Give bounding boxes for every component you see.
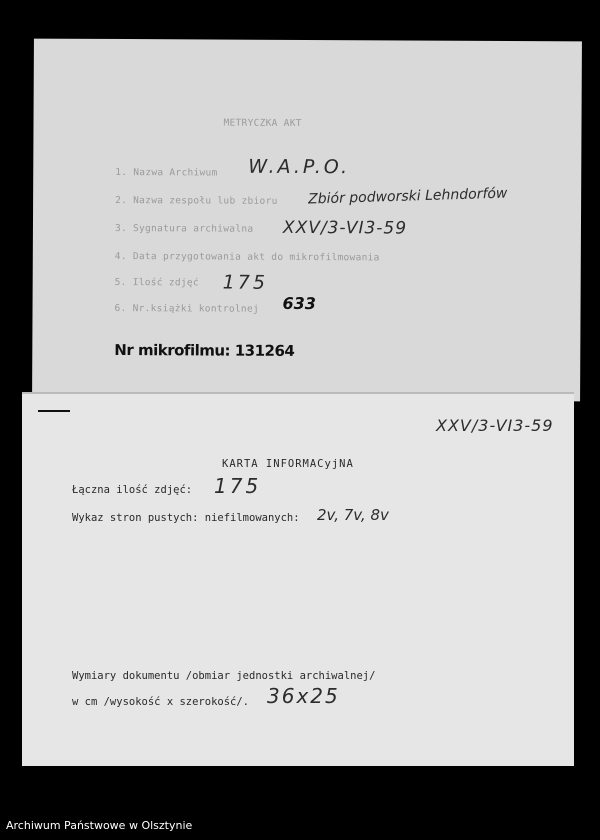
item-2-value: Zbiór podworski Lehndorfów [307, 185, 508, 208]
metryczka-title: METRYCZKA AKT [223, 117, 302, 129]
pen-mark [38, 410, 70, 412]
item-6-value: 633 [282, 293, 317, 314]
karta-signature: XXV/3-VI3-59 [436, 416, 554, 435]
dimensions-label-2: w cm /wysokość x szerokość/. [72, 696, 250, 708]
item-6-label: 6. Nr.książki kontrolnej [114, 302, 260, 315]
item-1-value: W.A.P.O. [248, 155, 351, 179]
microfilm-number: Nr mikrofilmu: 131264 [114, 340, 295, 360]
photos-label: Łączna ilość zdjęć: [72, 484, 193, 496]
item-2-label: 2. Nazwa zespołu lub zbioru [115, 194, 278, 207]
blank-pages-value: 2v, 7v, 8v [317, 506, 389, 524]
item-5-label: 5. Ilość zdjęć [114, 276, 199, 289]
item-5-value: 175 [222, 271, 268, 294]
metryczka-sheet [32, 39, 582, 402]
item-1-label: 1. Nazwa Archiwum [115, 166, 218, 179]
blank-pages-label: Wykaz stron pustych: niefilmowanych: [72, 512, 300, 524]
karta-informacyjna-sheet [22, 392, 574, 766]
item-3-value: XXV/3-VI3-59 [282, 217, 408, 239]
photos-value: 175 [214, 474, 262, 498]
item-3-label: 3. Sygnatura archiwalna [114, 222, 254, 235]
dimensions-label-1: Wymiary dokumentu /obmiar jednostki archiwalnej/ [72, 670, 376, 682]
archive-footer: Archiwum Państwowe w Olsztynie [6, 819, 193, 832]
karta-title: KARTA INFORMACyjNA [222, 458, 354, 470]
dimensions-value: 36x25 [267, 684, 340, 708]
item-4-label: 4. Data przygotowania akt do mikrofilmowania [114, 250, 380, 264]
